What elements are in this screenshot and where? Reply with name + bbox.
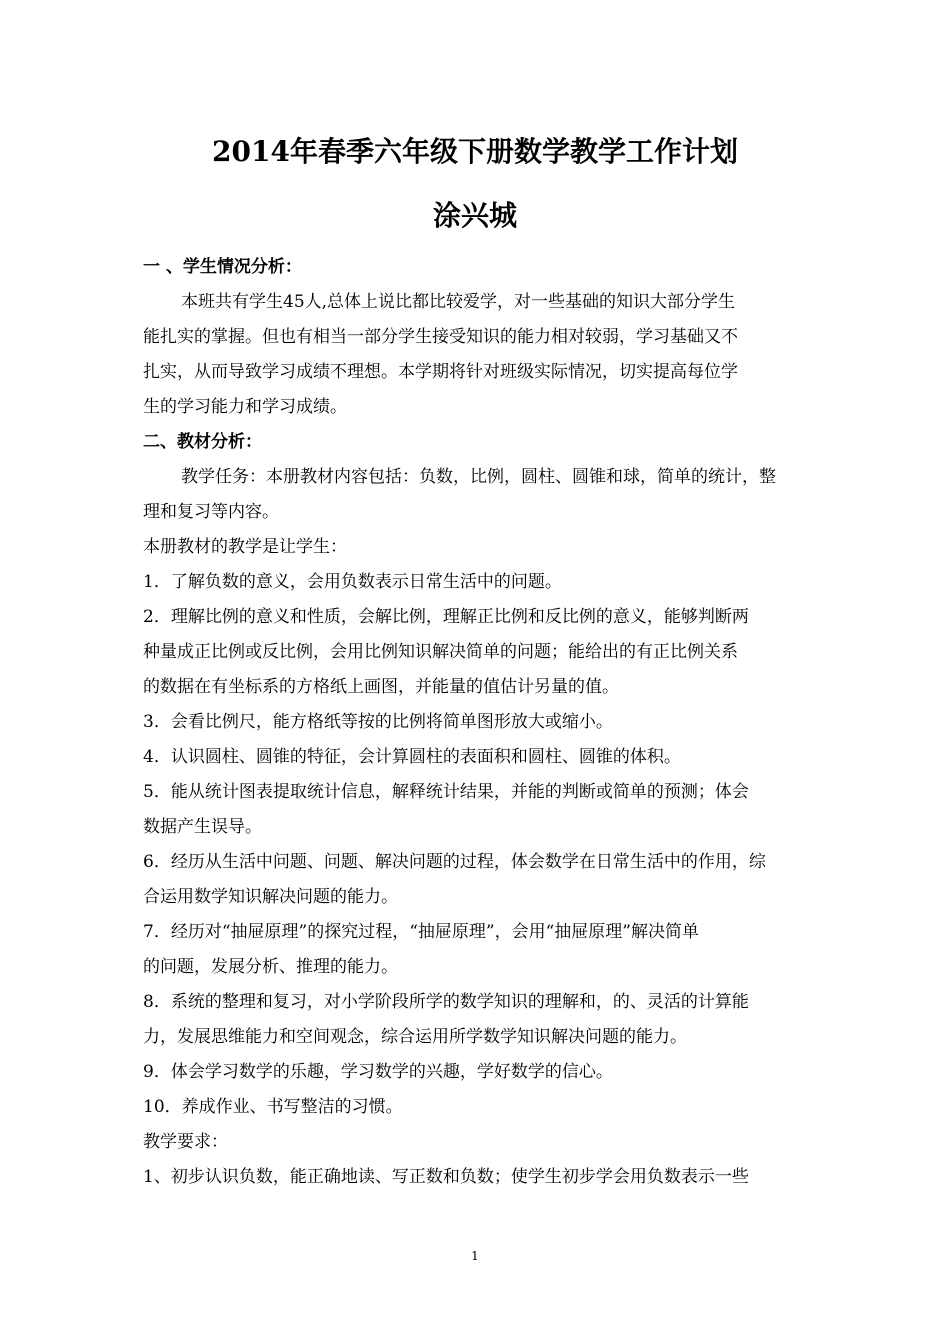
list-item: 1．了解负数的意义，会用负数表示日常生活中的问题。 (143, 572, 562, 592)
list-item: 9．体会学习数学的乐趣，学习数学的兴趣，学好数学的信心。 (143, 1062, 613, 1082)
author-name: 涂兴城 (432, 199, 517, 232)
list-item: 7．经历对“抽屉原理”的探究过程，“抽屉原理”，会用“抽屉原理”解决简单 (143, 922, 699, 942)
list-item: 6．经历从生活中问题、问题、解决问题的过程，体会数学在日常生活中的作用，综 (143, 852, 766, 872)
list-item-continuation: 的数据在有坐标系的方格纸上画图，并能量的值估计另量的值。 (143, 677, 619, 697)
list-item: 3．会看比例尺，能方格纸等按的比例将简单图形放大或缩小。 (143, 712, 613, 732)
list-item-continuation: 力，发展思维能力和空间观念，综合运用所学数学知识解决问题的能力。 (143, 1027, 687, 1047)
page-number: 1 (471, 1249, 479, 1263)
paragraph-line: 生的学习能力和学习成绩。 (143, 397, 347, 417)
list-item: 5．能从统计图表提取统计信息，解释统计结果，并能的判断或简单的预测；体会 (143, 782, 749, 802)
list-item-continuation: 合运用数学知识解决问题的能力。 (143, 887, 398, 907)
list-item-continuation: 数据产生误导。 (143, 817, 262, 837)
paragraph-line: 教学任务：本册教材内容包括：负数，比例，圆柱、圆锥和球，简单的统计，整 (181, 467, 776, 487)
list-item: 4．认识圆柱、圆锥的特征，会计算圆柱的表面积和圆柱、圆锥的体积。 (143, 747, 681, 767)
paragraph-line: 理和复习等内容。 (143, 502, 279, 522)
list-item-continuation: 的问题，发展分析、推理的能力。 (143, 957, 398, 977)
paragraph-line: 本册教材的教学是让学生： (143, 537, 347, 557)
list-item: 10．养成作业、书写整洁的习惯。 (143, 1097, 403, 1117)
paragraph-line: 本班共有学生45人,总体上说比都比较爱学，对一些基础的知识大部分学生 (181, 292, 736, 312)
document-title: 2014年春季六年级下册数学教学工作计划 (212, 135, 738, 168)
document-body (143, 250, 813, 1195)
list-item: 8．系统的整理和复习，对小学阶段所学的数学知识的理解和，的、灵活的计算能 (143, 992, 749, 1012)
section-heading-student-analysis: 一 、学生情况分析： (143, 257, 302, 277)
paragraph-line: 扎实，从而导致学习成绩不理想。本学期将针对班级实际情况，切实提高每位学 (143, 362, 738, 382)
list-item: 2．理解比例的意义和性质，会解比例，理解正比例和反比例的意义，能够判断两 (143, 607, 749, 627)
list-item-continuation: 种量成正比例或反比例，会用比例知识解决简单的问题；能给出的有正比例关系 (143, 642, 738, 662)
section-heading-textbook-analysis: 二、教材分析： (143, 432, 262, 452)
paragraph-line: 能扎实的掌握。但也有相当一部分学生接受知识的能力相对较弱，学习基础又不 (143, 327, 738, 347)
list-item: 1、初步认识负数，能正确地读、写正数和负数；使学生初步学会用负数表示一些 (143, 1167, 749, 1187)
subheading-teaching-requirements: 教学要求： (143, 1132, 228, 1152)
